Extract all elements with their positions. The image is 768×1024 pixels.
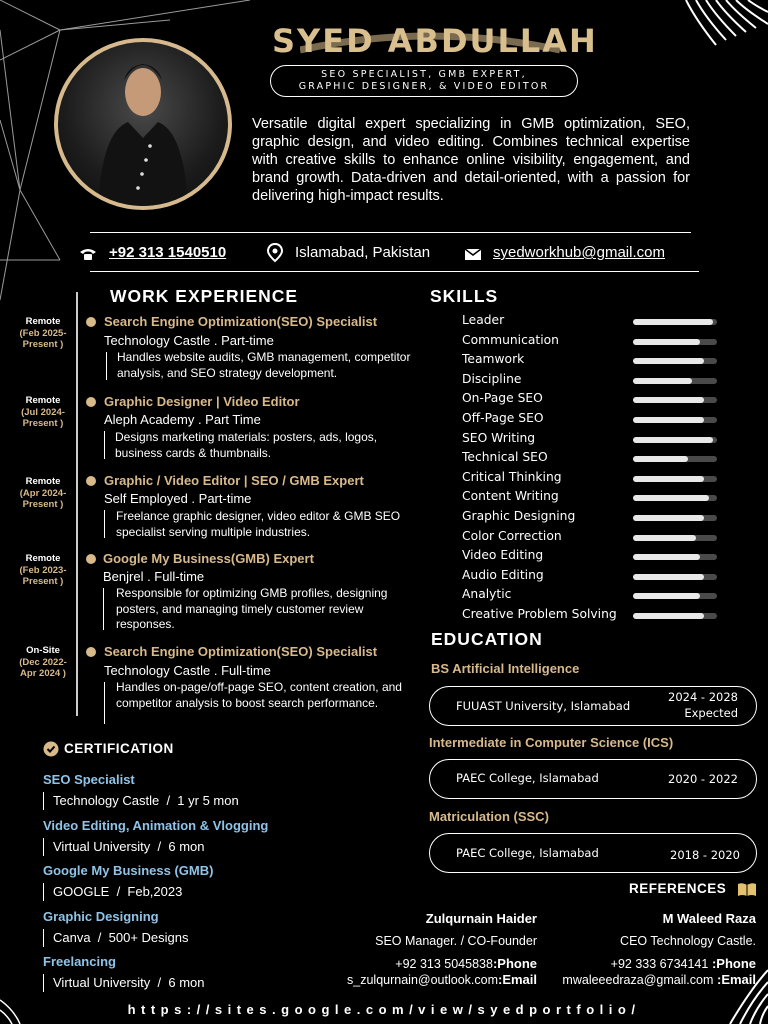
skill-label: Teamwork — [462, 352, 525, 367]
job-company: Benjrel . Full-time — [103, 569, 205, 584]
certification-marker — [43, 929, 44, 947]
certification-title: Graphic Designing — [43, 908, 159, 924]
portfolio-link[interactable] — [0, 1002, 768, 1017]
skill-level-bar — [633, 358, 717, 364]
job-company: Aleph Academy . Part Time — [104, 412, 261, 427]
skill-label: Content Writing — [462, 489, 559, 504]
job-title: Graphic / Video Editor | SEO / GMB Expert — [104, 473, 364, 488]
skill-level-fill — [633, 476, 704, 482]
avatar — [54, 38, 232, 210]
skill-level-fill — [633, 554, 700, 560]
skill-label: Video Editing — [462, 548, 544, 563]
location-pin-icon — [266, 243, 284, 263]
divider — [90, 232, 691, 233]
certification-title: Video Editing, Animation & Vlogging — [43, 817, 269, 833]
education-degree: BS Artificial Intelligence — [431, 661, 580, 676]
certification-detail: Canva / 500+ Designs — [53, 929, 189, 945]
phone-icon — [78, 246, 98, 262]
job-description: Handles on-page/off-page SEO, content creation, and competitor analysis to boost search performance. — [116, 680, 402, 710]
education-card — [429, 686, 757, 726]
subtitle-line-1: SEO SPECIALIST, GMB EXPERT, — [321, 69, 527, 80]
skill-label: Technical SEO — [462, 450, 548, 465]
reference-2: M Waleed Raza CEO Technology Castle. +92 333 6734141 :Phone mwaleeedraza@gmail.com :Email — [562, 911, 756, 987]
skill-level-fill — [633, 456, 688, 462]
job-desc-marker — [104, 510, 105, 538]
corner-waves-top — [676, 0, 768, 60]
certification-detail: GOOGLE / Feb,2023 — [53, 884, 183, 899]
timeline-line — [76, 292, 78, 716]
job-period: On-Site (Dec 2022- Apr 2024 ) — [19, 645, 67, 679]
timeline-dot — [86, 317, 96, 327]
education-years: 2020 - 2022 — [668, 772, 738, 786]
job-subtitle — [270, 65, 578, 97]
skill-level-fill — [633, 495, 709, 501]
skill-level-bar — [633, 339, 717, 345]
education-heading: EDUCATION — [431, 629, 543, 649]
job-desc-marker — [104, 682, 105, 724]
skill-label: Color Correction — [462, 528, 562, 543]
candidate-name: SYED ABDULLAH — [272, 22, 598, 60]
education-school: PAEC College, Islamabad — [456, 771, 599, 785]
job-description: Handles website audits, GMB management, competitor analysis, and SEO strategy development. — [117, 350, 411, 380]
job-description: Responsible for optimizing GMB profiles, designing posters, and managing timely customer review responses. — [116, 586, 388, 631]
education-card — [429, 759, 757, 799]
job-company: Technology Castle . Part-time — [104, 333, 274, 348]
certification-marker — [43, 838, 44, 856]
certification-marker — [43, 792, 44, 810]
job-title: Google My Business(GMB) Expert — [103, 551, 314, 566]
skill-label: On-Page SEO — [462, 391, 543, 406]
education-years: 2024 - 2028 Expected — [668, 690, 738, 720]
job-description: Designs marketing materials: posters, ads, logos, business cards & thumbnails. — [115, 430, 378, 460]
portfolio-url[interactable]: https://sites.google.com/view/syedportfolio/ — [127, 1002, 641, 1017]
skill-label: Off-Page SEO — [462, 411, 544, 425]
skill-level-bar — [633, 319, 717, 325]
phone-number[interactable]: +92 313 1540510 — [109, 244, 227, 261]
skill-level-fill — [633, 613, 704, 619]
skill-level-fill — [633, 319, 713, 325]
skill-level-bar — [633, 515, 717, 521]
skill-label: SEO Writing — [462, 430, 536, 445]
job-title: Search Engine Optimization(SEO) Specialist — [104, 644, 378, 659]
job-desc-marker — [104, 431, 105, 459]
skill-label: Discipline — [462, 371, 522, 386]
timeline-dot — [86, 476, 96, 486]
skill-label: Audio Editing — [462, 567, 544, 582]
skill-level-fill — [633, 593, 700, 599]
certification-marker — [43, 974, 44, 992]
job-period: Remote (Feb 2025- Present ) — [19, 316, 67, 350]
skill-level-bar — [633, 593, 717, 599]
job-company: Self Employed . Part-time — [104, 491, 252, 506]
skill-level-fill — [633, 417, 704, 423]
skill-label: Analytic — [462, 587, 512, 602]
certification-detail: Technology Castle / 1 yr 5 mon — [53, 793, 239, 808]
skill-label: Leader — [462, 313, 505, 327]
skill-level-fill — [633, 515, 704, 521]
skill-level-bar — [633, 456, 717, 462]
skill-level-bar — [633, 574, 717, 580]
skill-level-bar — [633, 417, 717, 423]
skills-heading: SKILLS — [430, 286, 499, 306]
job-period: Remote (Feb 2023- Present ) — [19, 553, 67, 587]
open-book-icon — [737, 881, 757, 897]
skill-level-fill — [633, 378, 692, 384]
skill-level-bar — [633, 476, 717, 482]
job-period: Remote (Jul 2024- Present ) — [21, 395, 65, 429]
skill-level-fill — [633, 397, 704, 403]
job-title: Graphic Designer | Video Editor — [104, 394, 300, 409]
divider — [90, 271, 699, 272]
skill-level-fill — [633, 339, 700, 345]
skill-label: Graphic Designing — [462, 509, 576, 523]
skill-level-bar — [633, 397, 717, 403]
education-degree: Matriculation (SSC) — [429, 809, 549, 824]
job-desc-marker — [106, 352, 107, 380]
timeline-dot — [86, 397, 96, 407]
timeline-dot — [86, 647, 96, 657]
job-desc-marker — [103, 588, 104, 630]
job-description: Freelance graphic designer, video editor & GMB SEO specialist serving multiple industries. — [116, 509, 401, 539]
education-card — [429, 833, 757, 873]
education-school: FUUAST University, Islamabad — [456, 699, 631, 713]
skill-level-bar — [633, 437, 717, 443]
references-heading: REFERENCES — [629, 881, 727, 896]
education-school: PAEC College, Islamabad — [456, 846, 599, 860]
certification-title: Freelancing — [43, 954, 116, 969]
subtitle-line-2: GRAPHIC DESIGNER, & VIDEO EDITOR — [298, 81, 550, 92]
skill-level-bar — [633, 535, 717, 541]
certification-detail: Virtual University / 6 mon — [53, 838, 205, 854]
education-degree: Intermediate in Computer Science (ICS) — [429, 735, 674, 750]
profile-summary: Versatile digital expert specializing in GMB optimization, SEO, graphic design, and video editing. Combines technical expertise with creative skills to enhance online visibility, engagement, and brand growth. Data-driven and detail-oriented, with a passion for delivering high-impact results. — [252, 116, 690, 204]
job-company: Technology Castle . Full-time — [104, 663, 271, 678]
job-period: Remote (Apr 2024- Present ) — [19, 476, 67, 510]
certification-title: Google My Business (GMB) — [43, 863, 214, 878]
skill-level-bar — [633, 495, 717, 501]
education-years: 2018 - 2020 — [670, 848, 740, 862]
certification-title: SEO Specialist — [43, 772, 135, 787]
skill-label: Communication — [462, 332, 559, 347]
certification-heading: CERTIFICATION — [64, 741, 174, 756]
work-experience-heading: WORK EXPERIENCE — [110, 286, 299, 306]
skill-level-fill — [633, 574, 704, 580]
timeline-dot — [86, 554, 96, 564]
email-icon — [464, 248, 482, 261]
certification-marker — [43, 883, 44, 901]
certification-detail: Virtual University / 6 mon — [53, 975, 205, 990]
skill-level-fill — [633, 437, 713, 443]
skill-label: Critical Thinking — [462, 469, 562, 484]
skill-level-fill — [633, 535, 696, 541]
location: Islamabad, Pakistan — [295, 244, 431, 261]
skill-level-bar — [633, 378, 717, 384]
skill-level-fill — [633, 358, 704, 364]
skill-level-bar — [633, 554, 717, 560]
person-silhouette-icon — [58, 42, 228, 206]
skill-label: Creative Problem Solving — [462, 607, 617, 621]
email-link[interactable]: syedworkhub@gmail.com — [493, 244, 665, 261]
job-title: Search Engine Optimization(SEO) Specialist — [104, 314, 378, 329]
skill-level-bar — [633, 613, 717, 619]
reference-1: Zulqurnain Haider SEO Manager. / CO-Founder +92 313 5045838:Phone s_zulqurnain@outlook.com:Email — [347, 911, 537, 987]
badge-check-icon — [43, 741, 59, 757]
